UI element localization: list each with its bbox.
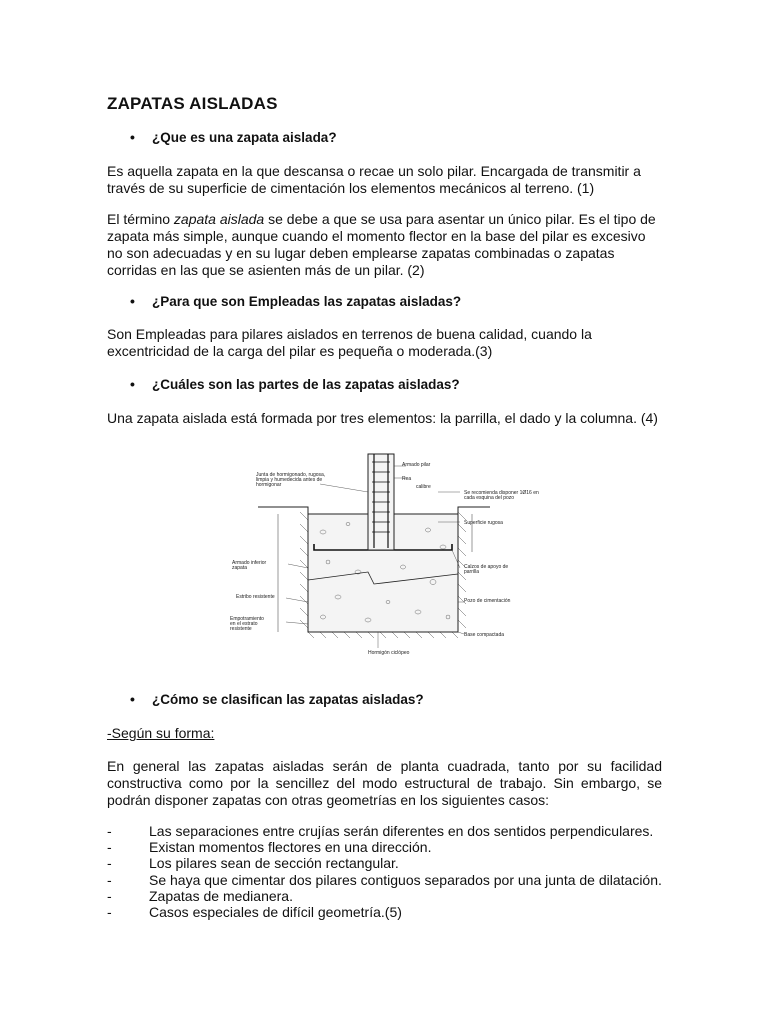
list-item: - Las separaciones entre crujías serán diferentes en dos sentidos perpendiculares. bbox=[107, 823, 654, 839]
label-calibre: calibre bbox=[416, 484, 431, 490]
bullet-icon: • bbox=[130, 293, 135, 309]
bullet-icon: • bbox=[130, 691, 135, 707]
question-3-text: ¿Cuáles son las partes de las zapatas aisladas? bbox=[152, 377, 460, 392]
question-1-text: ¿Que es una zapata aislada? bbox=[152, 130, 337, 145]
bullet-icon: • bbox=[130, 129, 135, 145]
subheading-segun-forma: -Según su forma: bbox=[107, 725, 215, 741]
paragraph-4: Una zapata aislada está formada por tres elementos: la parrilla, el dado y la columna. (4) bbox=[107, 410, 658, 426]
label-pozo: Pozo de cimentación bbox=[464, 598, 511, 604]
cases-list bbox=[107, 823, 667, 920]
list-item: - Se haya que cimentar dos pilares contiguos separados por una junta de dilatación. bbox=[107, 871, 662, 888]
list-item: - Casos especiales de difícil geometría.(5) bbox=[107, 904, 402, 921]
list-item: - Existan momentos flectores en una dirección. bbox=[107, 839, 432, 856]
label-superficie: Superficie rugosa bbox=[464, 520, 503, 526]
list-item: - Los pilares sean de sección rectangular. bbox=[107, 855, 399, 872]
doc-title: ZAPATAS AISLADAS bbox=[107, 94, 278, 113]
bullet-icon: • bbox=[130, 376, 135, 392]
label-recomienda: Se recomienda disponer 1Ø16 en cada esquina del pozo bbox=[464, 490, 539, 501]
list-item: - Zapatas de medianera. bbox=[107, 887, 293, 904]
paragraph-2: El término zapata aislada se debe a que se usa para asentar un único pilar. Es el tipo de zapata más simple, aunque cuando el momento flector en la base del pilar es excesivo no son adecuadas y en su lugar deben emplearse zapatas combinadas o zapatas corridas en las que se asienten más de un pilar. (2) bbox=[107, 211, 656, 278]
label-junta: Junta de hormigonado, rugosa, limpia y humedecida antes de hormigonar bbox=[256, 472, 326, 488]
label-estribo: Estribo resistente bbox=[236, 594, 275, 600]
paragraph-5: En general las zapatas aisladas serán de planta cuadrada, tanto por su facilidad constructiva como por la sencillez del modo estructural de trabajo. Sin embargo, se podrán disponer zapatas con otras geometrías en los siguientes casos: bbox=[107, 758, 662, 808]
label-armado-pilar: Armado pilar bbox=[402, 462, 431, 468]
label-hormigon: Hormigón ciclópeo bbox=[368, 650, 410, 656]
footing-section-diagram bbox=[228, 452, 546, 662]
emphasis-zapata-aislada: zapata aislada bbox=[173, 211, 265, 227]
question-4-text: ¿Cómo se clasifican las zapatas aisladas? bbox=[152, 692, 424, 707]
label-calzos: Calzos de apoyo de parrilla bbox=[464, 564, 509, 575]
question-2-text: ¿Para que son Empleadas las zapatas aisladas? bbox=[152, 294, 462, 309]
label-rea: Rea bbox=[402, 476, 412, 482]
label-base: Base compactada bbox=[464, 632, 505, 638]
paragraph-1: Es aquella zapata en la que descansa o recae un solo pilar. Encargada de transmitir a través de su superficie de cimentación los elementos mecánicos al terreno. (1) bbox=[107, 163, 641, 196]
label-armado-inferior: Armado inferior zapata bbox=[232, 560, 267, 571]
label-empotramiento: Empotramiento en el estrato resistente bbox=[230, 616, 264, 632]
paragraph-3: Son Empleadas para pilares aislados en terrenos de buena calidad, cuando la excentricidad de la carga del pilar es pequeña o moderada.(3) bbox=[107, 326, 592, 359]
